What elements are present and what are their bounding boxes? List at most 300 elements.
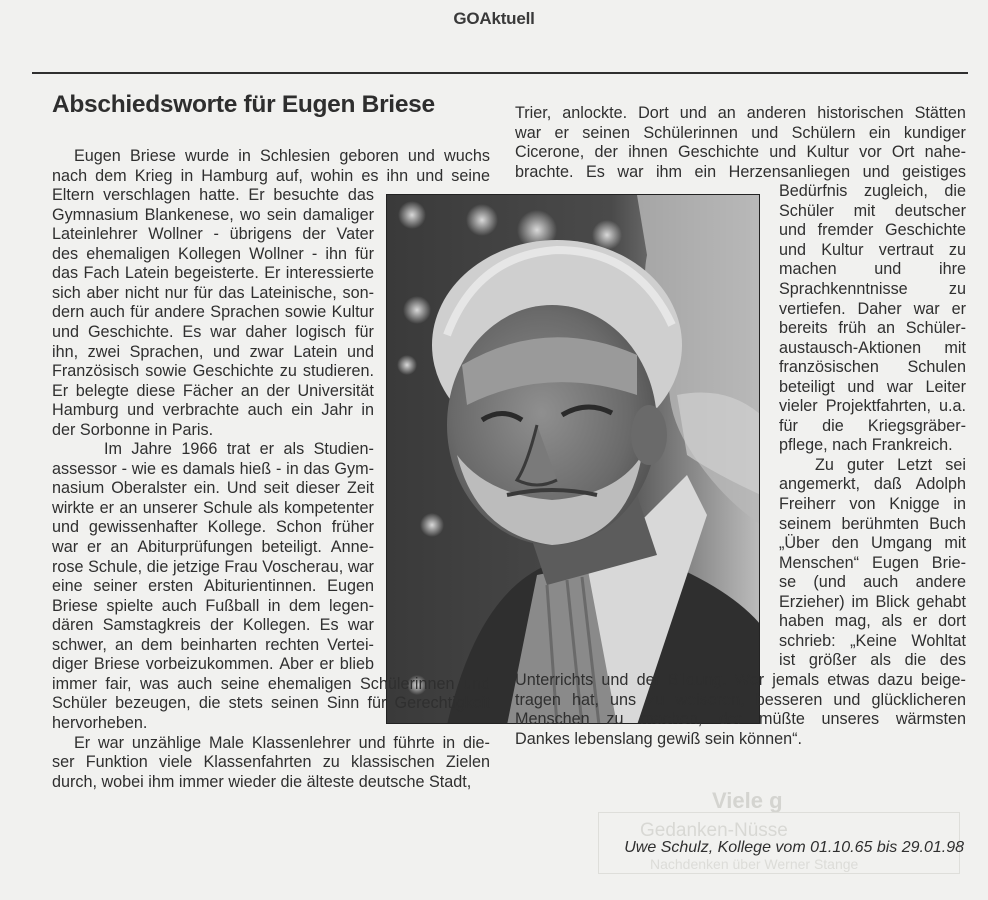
word: Bedürfnis bbox=[779, 182, 848, 201]
word: weiseren, bbox=[675, 690, 745, 709]
article-text-line bbox=[779, 593, 966, 613]
word: u.a. bbox=[938, 397, 966, 416]
word: Buch bbox=[929, 514, 966, 533]
word: Fächer bbox=[182, 381, 234, 400]
word: guter bbox=[847, 455, 884, 474]
word: der bbox=[718, 710, 743, 729]
word: nur bbox=[164, 283, 189, 302]
word: austausch-Aktionen bbox=[779, 338, 922, 357]
article-text-line bbox=[52, 245, 374, 265]
word: Schülern bbox=[791, 123, 856, 142]
word: beteiligt. bbox=[261, 538, 322, 556]
word: seinem bbox=[779, 514, 832, 533]
word: zugleich, bbox=[863, 182, 928, 201]
word: Kollegen. bbox=[242, 616, 311, 635]
word: haben bbox=[779, 612, 825, 631]
word: wohin bbox=[310, 166, 354, 185]
article-text-line bbox=[52, 186, 374, 206]
word: verbrachte bbox=[162, 401, 240, 420]
article-text-line bbox=[52, 460, 374, 480]
word: seinen bbox=[271, 694, 319, 713]
word: Hamburg bbox=[201, 166, 268, 185]
word: historischen bbox=[817, 104, 904, 122]
word: auch bbox=[161, 596, 197, 615]
word: Male bbox=[208, 733, 245, 752]
word: Blick bbox=[875, 592, 910, 611]
word: Briese bbox=[93, 655, 140, 674]
word: ihre bbox=[938, 260, 966, 279]
word: brachte. bbox=[515, 162, 574, 181]
word: Kriegsgräber- bbox=[867, 416, 966, 435]
word: Ort bbox=[891, 143, 915, 162]
word: wie bbox=[131, 459, 157, 478]
word: war bbox=[97, 733, 125, 752]
word: der bbox=[594, 143, 618, 162]
article-text-line bbox=[515, 163, 966, 183]
article-text-line bbox=[779, 319, 966, 339]
word: aber bbox=[86, 283, 119, 302]
word: an bbox=[240, 381, 259, 400]
word: ist bbox=[779, 651, 796, 670]
word: anderen bbox=[746, 104, 807, 122]
article-text-line bbox=[52, 655, 374, 675]
word: Wohltat bbox=[911, 631, 966, 650]
article-text-line bbox=[52, 597, 374, 617]
word: angemerkt, bbox=[779, 475, 860, 494]
word: Geschichte bbox=[678, 143, 760, 162]
word: etwas bbox=[827, 670, 870, 689]
word: rose bbox=[52, 557, 84, 576]
word: vertraut bbox=[878, 240, 934, 259]
article-text-line: Dankes lebenslang gewiß sein können“. bbox=[515, 729, 803, 748]
word: für bbox=[355, 244, 374, 263]
word: unzählige bbox=[131, 733, 202, 752]
word: Herzensanliegen bbox=[728, 162, 851, 181]
author-signature: Uwe Schulz, Kollege vom 01.10.65 bis 29.01.98 bbox=[624, 839, 964, 856]
word: war bbox=[515, 123, 542, 142]
word: - bbox=[213, 225, 219, 244]
article-text-line bbox=[515, 671, 966, 691]
word: Adolph bbox=[915, 475, 966, 494]
article-text-line bbox=[515, 710, 966, 730]
word: - bbox=[311, 244, 318, 263]
word: Er bbox=[52, 381, 69, 400]
word: Geschichte bbox=[885, 221, 966, 240]
word: ser bbox=[52, 753, 75, 772]
word: machen, bbox=[640, 710, 703, 729]
word: ersten bbox=[148, 577, 194, 596]
word: und bbox=[862, 162, 890, 181]
word: Schüler bbox=[52, 694, 107, 713]
word: der bbox=[302, 225, 326, 244]
word: er bbox=[259, 440, 275, 459]
word: Eltern bbox=[52, 186, 95, 205]
word: hat, bbox=[571, 690, 599, 709]
word: Fach bbox=[83, 264, 120, 283]
word: dem bbox=[95, 166, 127, 185]
word: Kollegen bbox=[178, 244, 242, 263]
word: und bbox=[127, 401, 155, 420]
word: Leiter bbox=[925, 377, 966, 396]
word: Latein bbox=[293, 342, 338, 361]
word: war bbox=[210, 322, 237, 341]
word: was bbox=[139, 674, 169, 693]
word: führte bbox=[393, 733, 435, 752]
word: begeisterte. bbox=[174, 264, 259, 283]
word: größer bbox=[808, 651, 857, 670]
word: für bbox=[193, 283, 213, 302]
word: jemals bbox=[772, 670, 820, 689]
word: früher bbox=[331, 518, 374, 537]
word: Schule, bbox=[88, 557, 143, 576]
word: das bbox=[347, 186, 374, 205]
word: (und bbox=[813, 573, 846, 592]
word: sich bbox=[52, 283, 81, 302]
word: Krieg bbox=[134, 166, 173, 185]
word: Trier, bbox=[515, 104, 552, 122]
word: Gymnasium bbox=[52, 205, 139, 224]
article-text-line bbox=[515, 104, 966, 124]
bleed-through-caption: Nachdenken über Werner Stange bbox=[650, 856, 859, 872]
word: immer bbox=[52, 674, 97, 693]
word: Jahre bbox=[131, 440, 172, 459]
word: sowie bbox=[284, 303, 327, 322]
article-text-line bbox=[52, 264, 374, 284]
word: Dort bbox=[638, 104, 669, 122]
word: vor bbox=[859, 143, 882, 162]
word: Kultur bbox=[821, 240, 864, 259]
article-text-line bbox=[52, 401, 374, 421]
article-text-line bbox=[104, 440, 374, 460]
word: die bbox=[146, 557, 169, 576]
word: für bbox=[367, 694, 387, 713]
word: als bbox=[283, 440, 305, 459]
article-text-line bbox=[515, 124, 966, 144]
word: Wollner bbox=[249, 244, 304, 263]
word: - bbox=[275, 459, 282, 478]
word: Stätten bbox=[914, 104, 966, 122]
word: und bbox=[779, 240, 807, 259]
word: Funktion bbox=[85, 753, 148, 772]
article-text-line bbox=[52, 616, 374, 636]
word: und bbox=[346, 342, 374, 361]
word: und bbox=[416, 166, 444, 185]
word: der bbox=[266, 381, 290, 400]
word: und bbox=[52, 322, 80, 341]
word: jetzige bbox=[172, 557, 220, 576]
word: Abiturientinnen. bbox=[203, 577, 317, 596]
word: zwei bbox=[87, 342, 121, 361]
word: zu bbox=[948, 279, 966, 298]
word: berühmten bbox=[841, 514, 919, 533]
article-text-line bbox=[779, 241, 966, 261]
word: Wer bbox=[734, 670, 765, 689]
word: ehemaligen bbox=[267, 674, 352, 693]
word: die- bbox=[462, 733, 490, 752]
article-text-line bbox=[515, 691, 966, 711]
word: Letzt bbox=[897, 455, 933, 474]
word: verschlagen bbox=[103, 186, 191, 205]
word: in bbox=[286, 459, 299, 478]
word: Im bbox=[104, 440, 122, 459]
word: logisch bbox=[295, 322, 347, 341]
word: er bbox=[912, 612, 928, 631]
word: übrigens bbox=[229, 225, 292, 244]
word: kompetenter bbox=[283, 498, 374, 517]
word: gewissenhafter bbox=[88, 518, 198, 537]
word: an bbox=[114, 635, 133, 654]
word: mit bbox=[853, 201, 876, 220]
word: im bbox=[851, 592, 869, 611]
article-text-line bbox=[52, 284, 374, 304]
article-text-line bbox=[52, 323, 374, 343]
word: als bbox=[870, 651, 891, 670]
word: Schulen bbox=[907, 358, 966, 377]
word: früh bbox=[838, 319, 867, 338]
word: Abiturprüfungen bbox=[137, 538, 253, 556]
word: und bbox=[212, 342, 240, 361]
article-text-line bbox=[779, 339, 966, 359]
word: Aber bbox=[279, 655, 314, 674]
word: ein bbox=[868, 123, 891, 142]
word: ihn bbox=[325, 244, 347, 263]
word: sein bbox=[266, 205, 297, 224]
word: Klassenlehrer bbox=[251, 733, 351, 752]
word: Briese bbox=[129, 147, 176, 165]
word: Vertei- bbox=[327, 635, 374, 654]
word: nahe- bbox=[924, 143, 966, 162]
article-text-line bbox=[52, 382, 374, 402]
word: Schon bbox=[275, 518, 322, 537]
word: „Über bbox=[779, 534, 820, 553]
word: Daher bbox=[857, 299, 902, 318]
article-text-line bbox=[779, 515, 966, 535]
word: Kultur bbox=[806, 143, 849, 162]
word: glücklicheren bbox=[871, 690, 966, 709]
word: Wollner bbox=[148, 225, 203, 244]
word: als bbox=[257, 498, 279, 517]
word: zu bbox=[322, 753, 340, 772]
article-text-line bbox=[52, 479, 374, 499]
article-text-line bbox=[52, 343, 374, 363]
word: Es bbox=[182, 322, 202, 341]
word: ein. bbox=[193, 479, 220, 498]
word: studieren. bbox=[302, 362, 374, 381]
word: an bbox=[110, 538, 129, 556]
article-text-line bbox=[52, 558, 374, 578]
word: ihn, bbox=[52, 342, 79, 361]
word: Universität bbox=[297, 381, 374, 400]
word: schwer, bbox=[52, 635, 107, 654]
word: eine bbox=[52, 577, 83, 596]
word: anlockte. bbox=[562, 104, 628, 122]
word: sei bbox=[945, 455, 966, 474]
article-text-line bbox=[779, 495, 966, 515]
word: Knigge bbox=[889, 495, 940, 513]
word: in bbox=[238, 147, 251, 165]
word: auch bbox=[177, 674, 213, 693]
article-text-line bbox=[779, 378, 966, 398]
article-text-line bbox=[515, 143, 966, 163]
word: Jahr bbox=[321, 401, 353, 420]
word: besseren bbox=[755, 690, 823, 709]
word: das bbox=[218, 283, 245, 302]
word: Französisch bbox=[52, 362, 140, 381]
article-text-line bbox=[779, 260, 966, 280]
word: 1966 bbox=[181, 440, 218, 459]
word: nicht bbox=[124, 283, 159, 302]
word: und bbox=[874, 260, 902, 279]
word: nasium bbox=[52, 479, 105, 498]
header-divider bbox=[32, 72, 968, 74]
word: gehabt bbox=[916, 592, 966, 611]
word: Schülerinnen bbox=[643, 123, 738, 142]
article-text-line bbox=[52, 694, 490, 714]
word: vieler bbox=[779, 397, 818, 416]
word: viele bbox=[159, 753, 193, 772]
article-text-line bbox=[779, 612, 966, 632]
word: Umgang bbox=[870, 534, 933, 553]
word: an bbox=[119, 498, 138, 517]
word: Lateinlehrer bbox=[52, 225, 138, 244]
portrait-photo-icon bbox=[387, 195, 760, 724]
word: Samstagkreis bbox=[102, 616, 201, 635]
word: das bbox=[303, 459, 330, 478]
word: - bbox=[121, 459, 127, 478]
word: seine bbox=[220, 674, 260, 693]
word: dären bbox=[52, 616, 94, 635]
word: Eugen bbox=[872, 553, 919, 572]
word: „Keine bbox=[850, 631, 897, 650]
word: die bbox=[198, 694, 221, 713]
publication-title: GOAktuell bbox=[453, 9, 535, 28]
word: hatte. bbox=[199, 186, 240, 205]
word: Zeit bbox=[346, 479, 374, 498]
word: wurde bbox=[184, 147, 230, 165]
word: wuchs bbox=[444, 147, 490, 165]
article-text-line bbox=[74, 734, 490, 754]
word: nach bbox=[52, 166, 88, 185]
word: in bbox=[180, 166, 194, 185]
word: seiner bbox=[93, 577, 138, 596]
word: die bbox=[944, 182, 966, 201]
article-text-line bbox=[52, 206, 374, 226]
article-text-line bbox=[779, 221, 966, 241]
word: damals bbox=[182, 459, 235, 478]
word: Es bbox=[585, 162, 605, 181]
word: die bbox=[822, 416, 844, 435]
word: an bbox=[717, 104, 736, 122]
word: diese bbox=[136, 381, 176, 400]
portrait-photo bbox=[386, 194, 760, 724]
word: ihnen bbox=[628, 143, 668, 162]
word: war bbox=[347, 557, 374, 576]
word: zu bbox=[279, 362, 297, 381]
word: müßte bbox=[758, 710, 805, 729]
word: Klassenfahrten bbox=[203, 753, 312, 772]
article-text-line bbox=[52, 538, 374, 558]
word: unserer bbox=[142, 498, 198, 517]
word: wo bbox=[239, 205, 261, 224]
word: mit bbox=[944, 534, 966, 553]
word: der bbox=[636, 670, 660, 689]
word: das bbox=[52, 264, 79, 283]
word: Frau bbox=[224, 557, 258, 576]
word: mit bbox=[944, 338, 966, 357]
word: vorbeizukommen. bbox=[145, 655, 274, 674]
word: für bbox=[779, 416, 798, 435]
word: den bbox=[831, 534, 859, 553]
word: beinharten bbox=[180, 635, 258, 654]
word: Zielen bbox=[445, 753, 490, 772]
article-text-line bbox=[52, 518, 374, 538]
word: assessor bbox=[52, 459, 117, 478]
bleed-through-heading: Viele g bbox=[712, 788, 783, 813]
word: und bbox=[52, 518, 80, 537]
word: Sprachen, bbox=[129, 342, 204, 361]
word: er bbox=[99, 498, 115, 517]
word: und bbox=[833, 690, 861, 709]
word: Und bbox=[226, 479, 257, 498]
word: schrieb: bbox=[779, 631, 836, 650]
word: son- bbox=[342, 283, 374, 302]
word: andere bbox=[915, 573, 966, 592]
word: ein bbox=[694, 162, 717, 181]
word: dern bbox=[52, 303, 85, 322]
word: Briese bbox=[52, 596, 98, 615]
word: Kultur bbox=[331, 303, 374, 322]
article-text-line bbox=[779, 358, 966, 378]
word: dem bbox=[288, 596, 321, 615]
word: zu bbox=[647, 690, 665, 709]
word: unseres bbox=[821, 710, 880, 729]
word: auf, bbox=[275, 166, 303, 185]
article-text-line bbox=[52, 753, 490, 773]
article-text-line bbox=[779, 475, 966, 495]
article-text-line bbox=[52, 225, 374, 245]
word: Geschichte. bbox=[87, 322, 174, 341]
word: zu bbox=[948, 240, 966, 259]
word: machen bbox=[779, 260, 837, 279]
word: uns bbox=[610, 690, 637, 709]
word: geboren bbox=[339, 147, 399, 165]
article-text-line bbox=[52, 167, 490, 187]
word: seinen bbox=[582, 123, 630, 142]
word: und bbox=[358, 733, 386, 752]
word: legen- bbox=[328, 596, 374, 615]
word: Studien- bbox=[313, 440, 374, 459]
word: war bbox=[886, 377, 913, 396]
word: Anne- bbox=[330, 538, 374, 556]
article-text-line: durch, wobei ihm immer wieder die älteste deutsche Stadt, bbox=[52, 772, 472, 791]
word: fremder bbox=[817, 221, 874, 240]
word: die bbox=[904, 651, 927, 670]
word: von bbox=[849, 495, 876, 513]
word: Er bbox=[248, 186, 265, 205]
word: des bbox=[52, 244, 79, 263]
word: Projektfahrten, bbox=[825, 397, 931, 416]
word: war bbox=[347, 616, 374, 635]
word: und bbox=[407, 147, 435, 165]
word: in bbox=[267, 596, 281, 615]
word: Gym- bbox=[334, 459, 374, 478]
word: er bbox=[87, 538, 102, 556]
word: Sinn bbox=[326, 694, 360, 713]
word: beteiligt bbox=[779, 377, 835, 396]
article-text-line bbox=[779, 280, 966, 300]
article-text-line bbox=[52, 577, 374, 597]
word: dieser bbox=[295, 479, 340, 498]
